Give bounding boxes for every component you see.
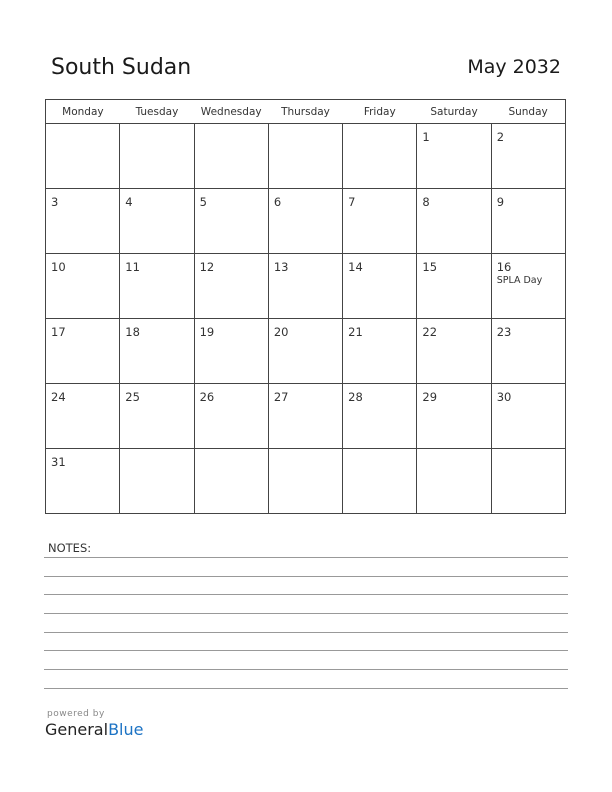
notes-line [44,576,568,577]
day-cell [194,384,268,449]
day-number: 23 [496,325,512,339]
day-number: 11 [125,260,140,274]
day-cell [491,189,565,254]
day-number: 22 [422,325,438,339]
day-cell [343,124,417,189]
week-row [46,189,566,254]
weekday-sunday: Sunday [491,100,565,124]
day-number: 19 [199,325,215,339]
day-number: 12 [199,260,215,274]
weekday-friday: Friday [343,100,417,124]
day-number: 8 [422,195,430,209]
day-cell [46,319,120,384]
day-cell [120,384,194,449]
day-cell [46,384,120,449]
day-number: 24 [51,390,66,404]
day-cell [417,319,491,384]
day-cell [491,254,565,319]
day-number: 26 [199,390,215,404]
brand-logo [45,709,143,739]
day-number: 15 [422,260,438,274]
day-cell [417,449,491,514]
day-number [195,124,268,131]
day-number: 17 [51,325,66,339]
day-number [343,124,416,131]
day-number [269,124,342,131]
week-row [46,384,566,449]
day-number: 18 [125,325,140,339]
day-number: 9 [496,195,505,209]
day-cell [343,254,417,319]
day-cell [343,189,417,254]
week-row [46,124,566,189]
day-cell [343,319,417,384]
week-row [46,254,566,319]
day-cell [417,384,491,449]
day-number [417,449,490,456]
day-cell [194,319,268,384]
day-cell [268,384,342,449]
day-number [492,449,565,456]
calendar-grid [45,99,566,514]
day-number [269,449,342,456]
day-cell [46,449,120,514]
day-cell [268,319,342,384]
day-number: 10 [51,260,66,274]
day-number: 27 [273,390,289,404]
day-number: 3 [51,195,59,209]
day-cell [194,254,268,319]
day-number: 25 [125,390,140,404]
notes-line [44,632,568,633]
day-cell [268,254,342,319]
weekday-header-row [46,100,566,124]
day-cell [491,449,565,514]
day-cell [417,254,491,319]
notes-line [44,613,568,614]
day-cell [491,124,565,189]
day-cell [343,384,417,449]
day-cell [46,254,120,319]
day-cell [194,124,268,189]
holiday-label: SPLA Day [496,275,543,286]
day-number: 30 [496,390,512,404]
week-row [46,319,566,384]
day-cell [491,319,565,384]
powered-by-text: powered by [47,709,105,719]
day-number [46,124,119,131]
day-number: 21 [348,325,363,339]
day-cell [268,449,342,514]
day-number: 4 [125,195,133,209]
day-number: 13 [273,260,289,274]
brand-name [45,720,143,739]
notes-line [44,688,568,689]
day-number [343,449,416,456]
calendar-country-title: South Sudan [51,55,192,80]
day-number: 14 [348,260,363,274]
day-cell [194,189,268,254]
day-number [120,449,193,456]
weekday-thursday: Thursday [268,100,342,124]
day-number: 29 [422,390,438,404]
notes-line [44,650,568,651]
notes-line [44,557,568,558]
day-cell [46,124,120,189]
weekday-saturday: Saturday [417,100,491,124]
day-cell [46,189,120,254]
day-number [120,124,193,131]
day-cell [120,254,194,319]
day-cell [268,189,342,254]
day-number: 1 [422,130,430,144]
day-number: 31 [51,455,66,469]
brand-blue-text: Blue [108,720,144,739]
day-cell [120,124,194,189]
day-number: 6 [273,195,282,209]
weekday-monday: Monday [46,100,120,124]
notes-label: NOTES: [48,541,92,555]
weekday-wednesday: Wednesday [194,100,268,124]
day-number [195,449,268,456]
brand-general-text: General [45,720,109,739]
notes-line [44,669,568,670]
day-number: 7 [348,195,356,209]
day-cell [120,449,194,514]
notes-line [44,594,568,595]
week-row [46,449,566,514]
day-number: 20 [273,325,289,339]
weekday-tuesday: Tuesday [120,100,194,124]
day-cell [343,449,417,514]
day-cell [417,189,491,254]
day-cell [268,124,342,189]
day-number: 16 [496,260,512,274]
calendar-month-year: May 2032 [467,56,561,78]
day-cell [417,124,491,189]
day-cell [194,449,268,514]
day-number: 2 [496,130,505,144]
day-number: 28 [348,390,363,404]
day-cell [120,319,194,384]
day-number: 5 [199,195,207,209]
day-cell [120,189,194,254]
day-cell [491,384,565,449]
